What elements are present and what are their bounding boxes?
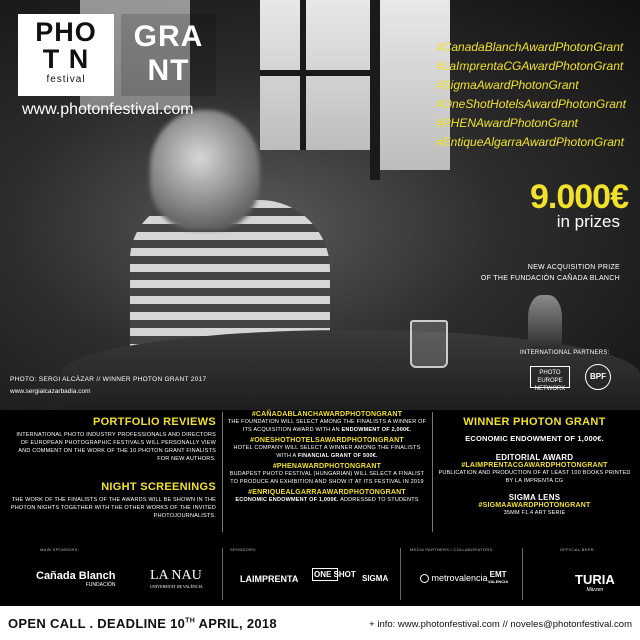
footer xyxy=(0,606,640,640)
metro-circle-icon xyxy=(420,574,429,583)
sponsor-divider xyxy=(522,548,523,600)
sigma-title: SIGMA LENS xyxy=(508,493,561,502)
bpf-logo: BPF xyxy=(585,364,611,390)
night-title: NIGHT SCREENINGS xyxy=(101,481,216,493)
award-text: THE FOUNDATION WILL SELECT AMONG THE FINALISTS A WINNER OF ITS ACQUISITION AWARD WITH AN xyxy=(227,419,427,433)
portfolio-title: PORTFOLIO REVIEWS xyxy=(92,416,216,428)
canada-blanch-logo xyxy=(36,570,115,588)
acquisition-note xyxy=(420,262,620,284)
award-text: ADDRESSED TO STUDENTS xyxy=(340,497,419,503)
logo-text: T N xyxy=(42,44,90,74)
hashtag: #LaImprentaCGAwardPhotonGrant xyxy=(436,59,624,73)
award-bold: ECONOMIC ENDOWMENT OF 1,000€. xyxy=(235,497,339,503)
deadline-pre: OPEN CALL . DEADLINE 10 xyxy=(8,616,186,631)
winner-endowment: ECONOMIC ENDOWMENT OF 1,000€. xyxy=(465,434,604,443)
la-nau-logo xyxy=(150,568,203,589)
sponsor-sub: VALENCIA xyxy=(488,579,509,584)
sponsor-divider xyxy=(222,548,223,600)
sponsor-sub: UNIVERSITAT DE VALÈNCIA xyxy=(150,584,203,589)
award-body xyxy=(227,496,427,504)
photon-logo xyxy=(18,14,114,96)
glass xyxy=(410,320,448,368)
award-tag: #PHENAWARDPHOTONGRANT xyxy=(272,463,382,470)
winner-title: WINNER PHOTON GRANT xyxy=(463,416,606,428)
prize-label: in prizes xyxy=(556,212,620,231)
award-bold: ENDOWMENT OF 2,000€. xyxy=(341,427,412,433)
la-imprenta-logo: LAIMPRENTA xyxy=(240,574,299,584)
editorial-title: EDITORIAL AWARD xyxy=(495,453,574,462)
hashtag-list xyxy=(436,38,636,152)
photo-credit: PHOTO: SERGI ALCÀZAR // WINNER PHOTON GRANT 2017 xyxy=(10,376,207,383)
man-head xyxy=(150,110,260,230)
partners-title: INTERNATIONAL PARTNERS: xyxy=(520,350,610,356)
award-body xyxy=(227,418,427,434)
logo-text: festival xyxy=(46,74,86,85)
hashtag: #CanadaBlanchAwardPhotonGrant xyxy=(436,40,624,54)
sponsors-bar xyxy=(0,540,640,606)
sigma-body: 35MM F1.4 ART SERIE xyxy=(503,510,566,516)
award-body: BUDAPEST PHOTO FESTIVAL (HUNGARIAN) WILL SELECT A FINALIST TO PRODUCE AN EXHIBITION AND SHOW IT AT ITS FESTIVAL IN 2019 xyxy=(229,471,425,485)
deadline-post: APRIL, 2018 xyxy=(195,616,277,631)
portfolio-body: INTERNATIONAL PHOTO INDUSTRY PROFESSIONALS AND DIRECTORS OF EUROPEAN PHOTOGRAPHIC FESTIVALS WILL PERSONALLY VIEW AND COMMENT ON THE WORK OF THE 10 PHOTON GRANT FINALISTS FOR NEW AUTHORS. xyxy=(16,432,216,462)
column-divider xyxy=(222,412,223,532)
sigma-logo: SIGMA xyxy=(362,574,389,583)
deadline-sup: TH xyxy=(185,617,196,625)
column-divider xyxy=(432,412,433,532)
award-text: HOTEL COMPANY WILL SELECT A WINNER AMONG THE FINALISTS WITH A xyxy=(233,445,421,459)
grant-logo xyxy=(121,14,216,96)
award-bold: FINANCIAL GRANT OF 500€. xyxy=(297,453,378,459)
turia-logo xyxy=(575,572,615,593)
metrovalencia-logo xyxy=(420,573,488,583)
prize-amount: 9.000€ xyxy=(530,178,628,216)
award-tag: #CAÑADABLANCHAWARDPHOTONGRANT xyxy=(251,411,403,418)
hashtag: #EntiqueAlgarraAwardPhotonGrant xyxy=(436,135,624,149)
award-body xyxy=(227,444,427,460)
media-label: MEDIA PARTNERS / COLLABORATORS: xyxy=(410,547,494,552)
acquisition-line: NEW ACQUISITION PRIZE xyxy=(527,264,620,271)
window-frame xyxy=(370,0,380,180)
official-beer-label: OFFICIAL BEER: xyxy=(560,547,596,552)
night-body: THE WORK OF THE FINALISTS OF THE AWARDS WILL BE SHOWN IN THE PHOTON NIGHTS TOGETHER WITH THE OTHER WORKS OF THE INVITED PHOTOJOURNALISTS. xyxy=(10,497,216,519)
main-sponsors-label: MAIN SPONSORS: xyxy=(40,547,80,552)
sponsor-name: LA NAU xyxy=(150,568,202,583)
sigma-tag: #SIGMAAWARDPHOTONGRANT xyxy=(478,502,591,509)
sponsor-name: TURIA xyxy=(575,572,615,587)
logo-text: NT xyxy=(147,54,190,87)
website-link[interactable]: www.photonfestival.com xyxy=(22,101,194,118)
info-section xyxy=(0,410,640,540)
oil-lamp xyxy=(528,295,562,350)
award-tag: #ONESHOTHOTELSAWARDPHOTONGRANT xyxy=(250,437,404,444)
editorial-tag: #LAIMPRENTACGAWARDPHOTONGRANT xyxy=(461,462,608,469)
sponsor-name: metrovalencia xyxy=(431,573,488,583)
award-tag: #ENRIQUEALGARRAAWARDPHOTONGRANT xyxy=(248,489,406,496)
left-column xyxy=(8,410,216,534)
right-column xyxy=(437,410,632,534)
sponsor-divider xyxy=(400,548,401,600)
deadline-text xyxy=(8,616,277,631)
one-shot-logo: ONE SHOT xyxy=(314,570,356,579)
emt-logo xyxy=(488,570,508,584)
acquisition-line: OF THE FUNDACIÓN CAÑADA BLANCH xyxy=(480,275,620,282)
window-frame xyxy=(260,70,370,76)
editorial-body: PUBLICATION AND PRODUCTION OF AT LEAST 100 BOOKS PRINTED BY LA IMPRENTA CG xyxy=(438,470,631,484)
sponsor-name: EMT xyxy=(489,570,507,579)
logo-text: PHO xyxy=(35,17,97,47)
sponsors-label: SPONSORS: xyxy=(230,547,257,552)
hashtag: #SigmaAwardPhotonGrant xyxy=(436,78,579,92)
middle-column xyxy=(227,410,427,534)
hashtag: #OneShotHotelsAwardPhotonGrant xyxy=(436,97,626,111)
hashtag: #PHENAwardPhotonGrant xyxy=(436,116,578,130)
sponsor-sub: Märzen xyxy=(586,587,604,593)
logo-text: GRA xyxy=(133,20,204,53)
contact-info[interactable]: + info: www.photonfestival.com // noveles@photonfestival.com xyxy=(369,619,632,630)
sponsor-name: Cañada Blanch xyxy=(36,570,116,582)
photo-europe-logo: PHOTO EUROPE NETWORK xyxy=(530,366,570,388)
sponsor-sub: FUNDACIÓN xyxy=(85,582,116,588)
credit-website[interactable]: www.sergialcazarbadia.com xyxy=(10,388,91,395)
